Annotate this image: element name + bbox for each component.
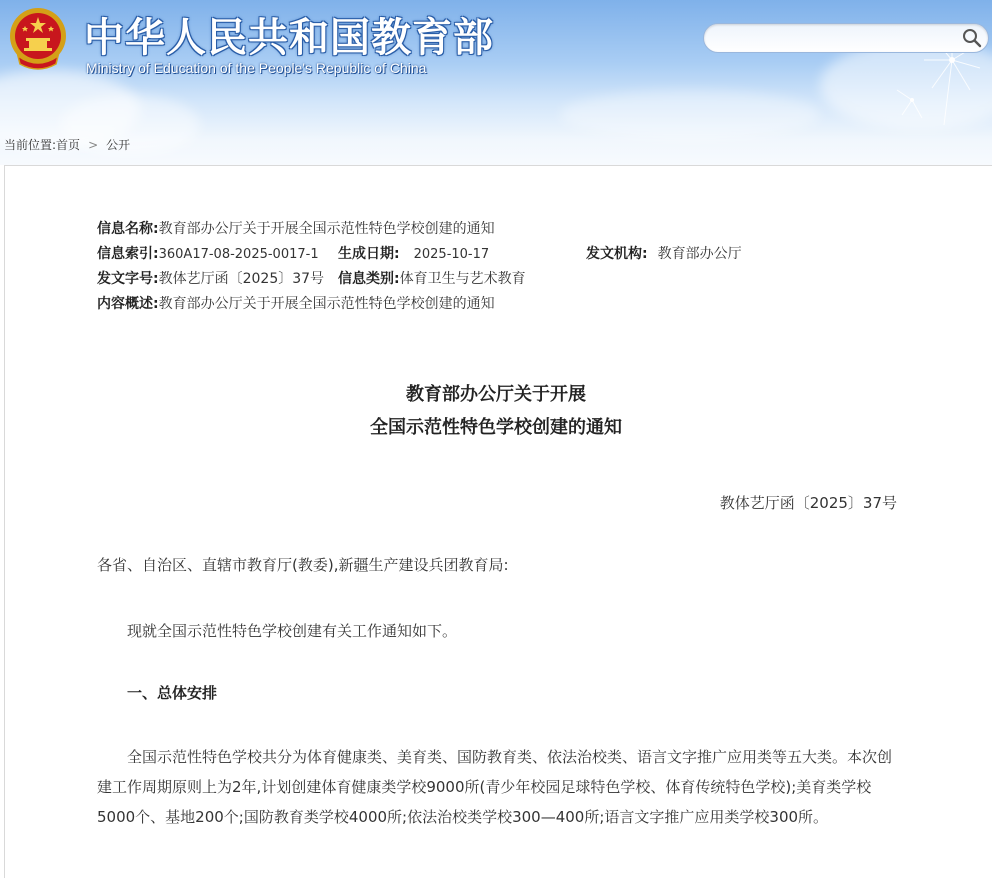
meta-org-row [586,243,742,263]
breadcrumb-label: 当前位置: [4,138,57,152]
document-title-line2: 全国示范性特色学校创建的通知 [370,417,622,438]
search-box [703,23,989,53]
meta-index-value: 360A17-08-2025-0017-1 [158,247,319,262]
meta-date-label: 生成日期: [338,246,400,262]
site-title-cn[interactable]: 中华人民共和国教育部 [84,15,494,61]
meta-date-row [338,243,489,263]
meta-summary-label: 内容概述: [97,296,159,312]
meta-summary-row [97,293,495,313]
section-body: 全国示范性特色学校共分为体育健康类、美育类、国防教育类、依法治校类、语言文字推广应用类等五大类。本次创建工作周期原则上为2年,计划创建体育健康类学校9000所(青少年校园足球特色学校、体育传统特色学校);美育类学校5000个、基地200个;国防教育类学校4000所;依法治校类学校300—400所;语言文字推广应用类学校300所。 [97,748,893,826]
meta-docno-row [97,268,324,288]
meta-date-value: 2025-10-17 [413,247,490,262]
breadcrumb [4,136,130,153]
search-icon[interactable] [962,28,982,48]
document-title-line1: 教育部办公厅关于开展 [406,384,586,405]
national-emblem-icon [6,6,70,74]
addressee: 各省、自治区、直辖市教育厅(教委),新疆生产建设兵团教育局: [97,556,509,574]
intro-paragraph: 现就全国示范性特色学校创建有关工作通知如下。 [127,622,458,640]
breadcrumb-public[interactable]: 公开 [106,138,131,152]
cloud-decoration [560,90,820,140]
meta-category-label: 信息类别: [338,271,400,287]
meta-org-label: 发文机构: [586,246,648,262]
meta-name-value: 教育部办公厅关于开展全国示范性特色学校创建的通知 [158,221,495,237]
meta-category-value: 体育卫生与艺术教育 [399,271,526,287]
breadcrumb-separator: > [88,138,99,152]
meta-summary-value: 教育部办公厅关于开展全国示范性特色学校创建的通知 [158,296,495,312]
meta-docno-label: 发文字号: [97,271,159,287]
meta-org-value: 教育部办公厅 [657,246,742,262]
meta-index-row [97,243,319,263]
search-input[interactable] [716,28,956,48]
site-header [0,0,992,165]
meta-index-label: 信息索引: [97,246,159,262]
meta-name-row [97,218,495,238]
site-title-en: Ministry of Education of the People's Republic of China [86,60,427,76]
section-heading: 一、总体安排 [127,684,218,702]
meta-name-label: 信息名称: [97,221,159,237]
document-number: 教体艺厅函〔2025〕37号 [719,494,897,512]
meta-docno-value: 教体艺厅函〔2025〕37号 [158,271,325,287]
breadcrumb-home[interactable]: 首页 [56,138,81,152]
meta-category-row [338,268,526,288]
